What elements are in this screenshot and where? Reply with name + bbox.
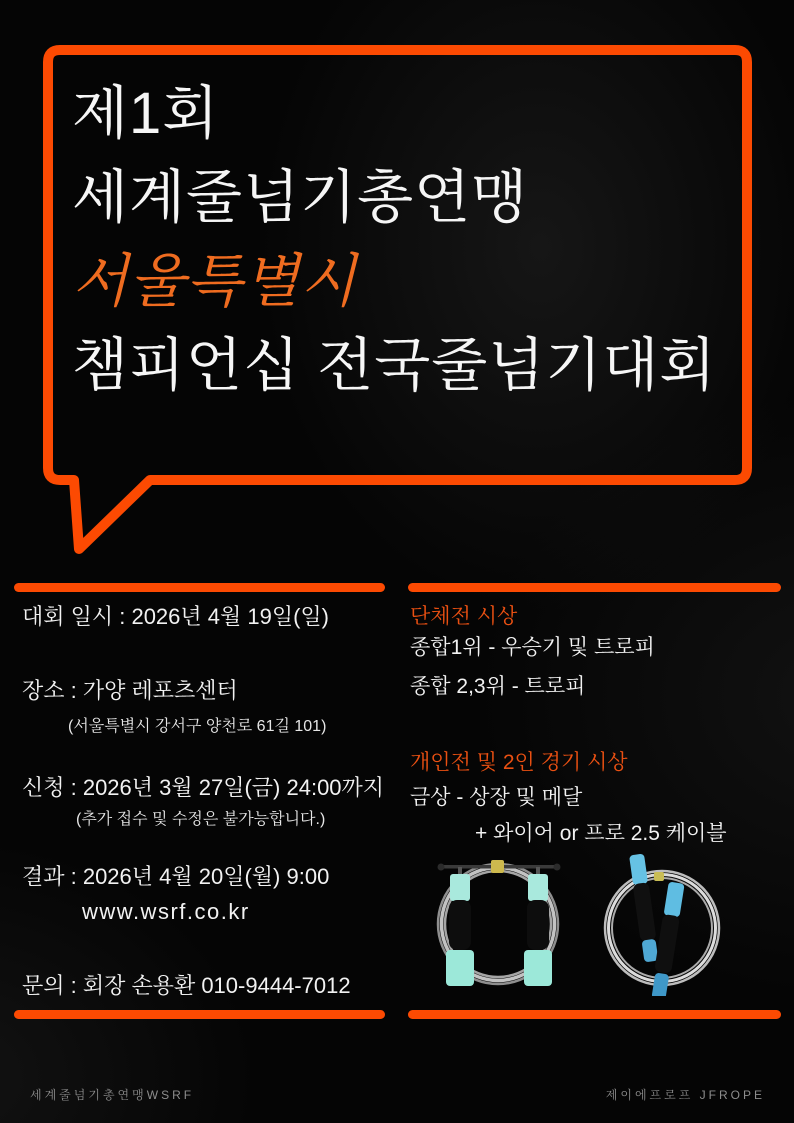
divider-top-right xyxy=(408,583,781,592)
individual-awards-header: 개인전 및 2인 경기 시상 xyxy=(410,751,628,774)
jump-rope-image-mint xyxy=(432,854,566,990)
rope-yellow-tag xyxy=(491,860,504,873)
event-date-line: 대회 일시 : 2026년 4월 19일(일) xyxy=(22,604,329,629)
footer-organization-label: 세계줄넘기총연맹WSRF xyxy=(30,1088,195,1102)
individual-award-line-1: 금상 - 상장 및 메달 xyxy=(410,786,583,809)
title-line-1: 제1회 xyxy=(72,81,220,146)
individual-award-line-2: + 와이어 or 프로 2.5 케이블 xyxy=(475,822,727,845)
title-line-3-highlight: 서울특별시 xyxy=(72,249,358,314)
poster-title xyxy=(72,72,716,408)
rope-handle-left xyxy=(446,874,474,986)
title-line-2: 세계줄넘기총연맹 xyxy=(72,165,529,230)
divider-top-left xyxy=(14,583,385,592)
website-url: www.wsrf.co.kr xyxy=(82,899,250,924)
application-note-line: (추가 접수 및 수정은 불가능합니다.) xyxy=(76,811,326,828)
rope-handle-left xyxy=(629,853,660,962)
venue-address-line: (서울특별시 강서구 양천로 61길 101) xyxy=(68,718,327,735)
divider-bottom-left xyxy=(14,1010,385,1019)
divider-bottom-right xyxy=(408,1010,781,1019)
result-announcement-line: 결과 : 2026년 4월 20일(월) 9:00 xyxy=(22,864,330,889)
team-award-line-1: 종합1위 - 우승기 및 트로피 xyxy=(410,636,655,659)
venue-line: 장소 : 가양 레포츠센터 xyxy=(22,678,238,703)
rope-yellow-tag xyxy=(654,872,664,881)
team-awards-header: 단체전 시상 xyxy=(410,605,518,628)
contact-line: 문의 : 회장 손용환 010-9444-7012 xyxy=(22,973,351,998)
title-line-4: 챔피언십 전국줄넘기대회 xyxy=(72,333,717,398)
application-deadline-line: 신청 : 2026년 3월 27일(금) 24:00까지 xyxy=(22,775,385,800)
team-award-line-2: 종합 2,3위 - 트로피 xyxy=(410,675,586,698)
footer-sponsor-label: 제이에프로프 JFROPE xyxy=(605,1088,765,1102)
jump-rope-image-blue xyxy=(596,846,728,996)
rope-handle-right xyxy=(524,874,552,986)
